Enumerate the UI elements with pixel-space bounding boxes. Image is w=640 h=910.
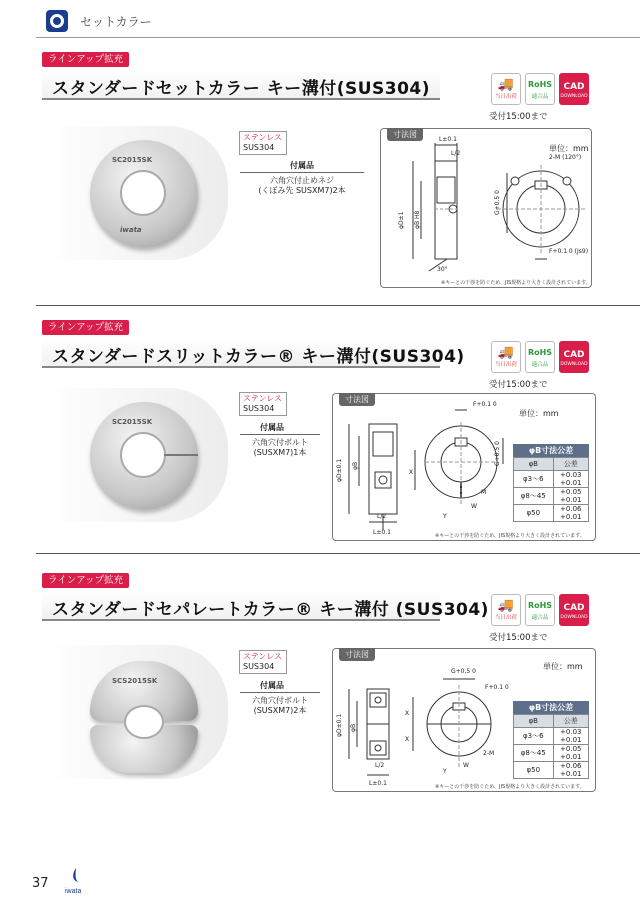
dimension-drawing-box xyxy=(332,648,596,792)
svg-text:F+0.1 0: F+0.1 0 xyxy=(473,401,497,408)
svg-text:φB: φB xyxy=(352,461,359,470)
svg-text:X: X xyxy=(409,469,414,476)
material-label: ステンレス xyxy=(243,652,282,661)
dimension-drawing-box xyxy=(380,128,592,288)
tolerance-row: φ50 +0.06 +0.01 xyxy=(514,505,589,522)
drawing-tag: 寸法図 xyxy=(339,393,375,406)
svg-text:iwata: iwata xyxy=(65,888,82,895)
accessory-divider xyxy=(240,692,320,693)
tolerance-row: φ3～6 +0.03 +0.01 xyxy=(514,728,589,745)
lineup-badge: ラインアップ拡充 xyxy=(42,52,129,67)
material-value: SUS304 xyxy=(243,662,275,671)
svg-text:φB: φB xyxy=(350,723,357,732)
collar-category-icon xyxy=(46,10,68,32)
svg-text:W: W xyxy=(471,503,477,510)
collar-bore xyxy=(124,705,164,739)
same-day-shipping-icon: 🚚 当日出荷 xyxy=(491,73,521,105)
material-label: ステンレス xyxy=(243,133,282,142)
svg-text:L±0.1: L±0.1 xyxy=(439,136,457,143)
product-photo-panel xyxy=(44,388,228,522)
product-photo-panel xyxy=(44,645,228,779)
tolerance-row: φ50 +0.06 +0.01 xyxy=(514,762,589,779)
svg-text:φB H8: φB H8 xyxy=(414,210,421,229)
svg-text:φD±0.1: φD±0.1 xyxy=(336,458,343,482)
product-title-bar xyxy=(42,70,440,100)
drawing-note: ※キーとの干渉を防ぐため、JIS規格より大きく設計されています。 xyxy=(435,784,585,790)
tolerance-caption: φB寸法公差 xyxy=(513,701,589,714)
drawing-note: ※キーとの干渉を防ぐため、JIS規格より大きく設計されています。 xyxy=(435,533,585,539)
set-collar-image xyxy=(90,140,198,248)
material-box xyxy=(239,131,287,155)
tolerance-table: φB寸法公差 φB 公差 φ3～6 +0.03 +0.01 φ8～45 +0.05 +0.01 φ50 +0.06 +0.01 xyxy=(513,701,589,779)
rohs-icon: RoHS 適合品 xyxy=(525,73,555,105)
collar-bore xyxy=(120,432,166,478)
svg-text:L/2: L/2 xyxy=(375,762,385,769)
svg-text:F+0.1 0: F+0.1 0 xyxy=(485,684,509,691)
accessory-divider xyxy=(240,434,320,435)
collar-engraving: SCS2015SK xyxy=(112,677,158,685)
drawing-note: ※キーとの干渉を防ぐため、JIS規格より大きく設計されています。 xyxy=(441,280,591,286)
accessory-text: 六角穴付ボルト (SUSXM7)2本 xyxy=(252,696,308,715)
same-day-shipping-icon: 🚚 当日出荷 xyxy=(491,341,521,373)
svg-text:M: M xyxy=(481,489,487,496)
unit-label: 単位：mm xyxy=(549,144,589,153)
cad-download-icon[interactable]: CAD DOWNLOAD xyxy=(559,341,589,373)
svg-text:G+0.5 0: G+0.5 0 xyxy=(494,190,501,215)
material-box xyxy=(239,392,287,416)
tolerance-table: φB寸法公差 φB 公差 φ3～6 +0.03 +0.01 φ8～45 +0.05 +0.01 φ50 +0.06 +0.01 xyxy=(513,444,589,522)
svg-text:F+0.1 0 (Js9): F+0.1 0 (Js9) xyxy=(549,248,589,255)
collar-engraving: SC2015SK xyxy=(112,418,153,426)
order-deadline: 受付15:00まで xyxy=(489,112,548,122)
svg-text:L/2: L/2 xyxy=(377,513,387,520)
rohs-icon: RoHS 適合品 xyxy=(525,594,555,626)
set-collar-drawing xyxy=(381,129,593,289)
svg-text:X: X xyxy=(405,736,410,743)
accessory-text: 六角穴付止めネジ (くぼみ先 SUSXM7)2本 xyxy=(258,176,346,195)
tolerance-row: φ3～6 +0.03 +0.01 xyxy=(514,471,589,488)
feature-icons xyxy=(491,594,589,626)
svg-text:Y: Y xyxy=(443,513,447,520)
category-title: セットカラー xyxy=(80,15,152,29)
accessory-label: 付属品 xyxy=(260,423,284,432)
dimension-drawing-box xyxy=(332,393,596,541)
tolerance-row: φ8～45 +0.05 +0.01 xyxy=(514,488,589,505)
svg-text:G+0.5 0: G+0.5 0 xyxy=(451,668,476,675)
section-divider xyxy=(36,553,640,554)
svg-text:φD±1: φD±1 xyxy=(398,211,405,229)
product-title: スタンダードスリットカラー® キー溝付(SUS304) xyxy=(52,347,465,367)
svg-text:G+0.5 0: G+0.5 0 xyxy=(494,441,501,466)
product-photo-panel xyxy=(44,126,228,260)
accessory-label: 付属品 xyxy=(290,161,314,170)
svg-text:2-M (120°): 2-M (120°) xyxy=(549,154,582,161)
accessory-label: 付属品 xyxy=(260,681,284,690)
section-divider xyxy=(36,305,640,306)
cad-download-icon[interactable]: CAD DOWNLOAD xyxy=(559,594,589,626)
accessory-divider xyxy=(240,172,364,173)
material-label: ステンレス xyxy=(243,394,282,403)
unit-label: 単位：mm xyxy=(543,662,583,671)
feature-icons xyxy=(491,341,589,373)
svg-text:30°: 30° xyxy=(437,266,448,273)
product-title: スタンダードセットカラー キー溝付(SUS304) xyxy=(52,79,431,99)
material-value: SUS304 xyxy=(243,143,275,152)
svg-text:2-M: 2-M xyxy=(483,750,495,757)
tolerance-row: φ8～45 +0.05 +0.01 xyxy=(514,745,589,762)
product-title-bar xyxy=(42,338,465,368)
accessory-text: 六角穴付ボルト (SUSXM7)1本 xyxy=(252,438,308,457)
collar-engraving: SC2015SK xyxy=(112,156,153,164)
slit-collar-drawing xyxy=(333,394,513,542)
collar-brand: iwata xyxy=(120,226,142,234)
iwata-logo xyxy=(62,866,92,896)
order-deadline: 受付15:00まで xyxy=(489,380,548,390)
product-title: スタンダードセパレートカラー® キー溝付 (SUS304) xyxy=(52,600,489,620)
svg-text:W: W xyxy=(463,762,469,769)
material-box xyxy=(239,650,287,674)
header-divider xyxy=(36,37,640,38)
collar-bore xyxy=(120,170,166,216)
tolerance-caption: φB寸法公差 xyxy=(513,444,589,457)
drawing-tag: 寸法図 xyxy=(387,128,423,141)
page-number: 37 xyxy=(32,876,49,891)
page-header xyxy=(0,0,640,44)
order-deadline: 受付15:00まで xyxy=(489,633,548,643)
svg-text:X: X xyxy=(405,710,410,717)
svg-text:L±0.1: L±0.1 xyxy=(369,780,387,787)
unit-label: 単位：mm xyxy=(519,409,559,418)
cad-download-icon[interactable]: CAD DOWNLOAD xyxy=(559,73,589,105)
svg-text:L/2: L/2 xyxy=(451,150,461,157)
drawing-tag: 寸法図 xyxy=(339,648,375,661)
lineup-badge: ラインアップ拡充 xyxy=(42,320,129,335)
svg-text:φD±0.1: φD±0.1 xyxy=(336,713,343,737)
svg-text:Y: Y xyxy=(443,768,447,775)
feature-icons xyxy=(491,73,589,105)
lineup-badge: ラインアップ拡充 xyxy=(42,573,129,588)
separate-collar-drawing xyxy=(333,649,513,793)
material-value: SUS304 xyxy=(243,404,275,413)
collar-slit xyxy=(164,454,198,456)
rohs-icon: RoHS 適合品 xyxy=(525,341,555,373)
same-day-shipping-icon: 🚚 当日出荷 xyxy=(491,594,521,626)
slit-collar-image xyxy=(90,402,198,510)
svg-text:L±0.1: L±0.1 xyxy=(373,529,391,536)
product-title-bar xyxy=(42,591,489,621)
